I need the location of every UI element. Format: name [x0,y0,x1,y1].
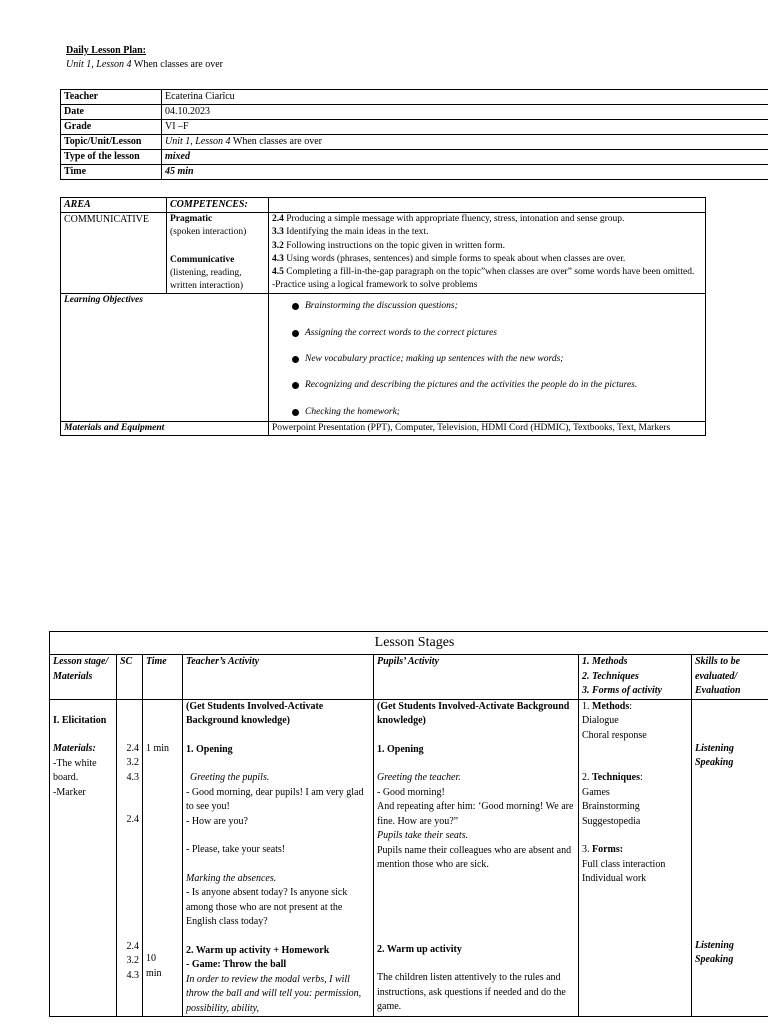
objectives-list [269,294,706,421]
col-pupils: Pupils’ Activity [374,655,579,700]
practice-item: -Practice using a logical framework to solve problems [272,280,478,291]
info-row-time: Time 45 min [61,165,768,180]
info-row-grade: Grade VI –F [61,120,768,135]
objective-item: Brainstorming the discussion questions; [272,300,702,313]
grade-value: VI –F [162,120,768,135]
info-row-teacher: Teacher Ecaterina Ciarîcu [61,90,768,105]
materials-value: Powerpoint Presentation (PPT), Computer, Television, HDMI Cord (HDMIC), Textbooks, Text, Markers [269,421,706,435]
methods-cell: 1. Methods: Dialogue Choral response 2. Techniques: Games Brainstorming Suggestopedia 3. Forms: Full class interaction Individual work [579,699,692,1017]
info-row-topic: Topic/Unit/Lesson Unit 1, Lesson 4 When classes are over [61,135,768,150]
lesson-stages-table [49,631,768,1017]
stage-row [50,699,768,1017]
objective-item: Checking the homework; [272,406,702,419]
col-teacher: Teacher’s Activity [183,655,374,700]
competence-types: Pragmatic (spoken interaction) Communicative (listening, reading, written interaction) [167,213,269,294]
stage-cell: I. Elicitation Materials: -The white board. -Marker [50,699,117,1017]
stages-header-row [50,655,768,700]
objective-item: Recognizing and describing the pictures and the activities the people do in the pictures. [272,379,702,392]
sc-cell: 2.4 3.2 4.3 2.4 2.4 3.2 4.3 [117,699,143,1017]
document-title: Daily Lesson Plan: [66,45,147,56]
competence-item: 4.3 Using words (phrases, sentences) and simple forms to speak about when classes are over. [272,253,626,264]
type-value: mixed [162,150,768,165]
objective-item: Assigning the correct words to the correct pictures [272,327,702,340]
info-row-date: Date 04.10.2023 [61,105,768,120]
pupils-activity-cell: (Get Students Involved-Activate Background knowledge) 1. Opening Greeting the teacher. - Good morning! And repeating after him: ‘Good morning! We are fine. How are you?” Pupils take their seats. Pupils name their colleagues who are absent and mention those who are sick. 2. Warm up activity The children listen attentively to the rules and instructions, ask questions if needed and do the game. [374,699,579,1017]
area-value: COMMUNICATIVE [61,213,167,294]
lesson-stages-title: Lesson Stages [50,632,768,655]
area-header: AREA [61,198,167,213]
col-sc: SC [117,655,143,700]
date-value: 04.10.2023 [162,105,768,120]
info-row-type: Type of the lesson mixed [61,150,768,165]
col-stage: Lesson stage/ Materials [50,655,117,700]
info-table [60,89,768,180]
col-methods: 1. Methods 2. Techniques 3. Forms of activity [579,655,692,700]
teacher-activity-cell: (Get Students Involved-Activate Background knowledge) 1. Opening Greeting the pupils. - Good morning, dear pupils! I am very glad to see you! - How are you? - Please, take your seats! Marking the absences. - Is anyone absent today? Is anyone sick among those who are not present at the English class today? 2. Warm up activity + Homework - Game: Throw the ball In order to review the modal verbs, I will throw the ball and will tell you: permission, possibility, ability, [183,699,374,1017]
document-subtitle: Unit 1, Lesson 4 When classes are over [66,59,224,70]
competence-item: 4.5 Completing a fill-in-the-gap paragraph on the topic”when classes are over” some words have been omitted. [272,267,695,278]
skills-cell: Listening Speaking Listening Speaking [692,699,768,1017]
teacher-value: Ecaterina Ciarîcu [162,90,768,105]
competence-list [269,213,706,294]
time-cell: 1 min 10 min [143,699,183,1017]
competence-item: 3.2 Following instructions on the topic given in written form. [272,240,505,251]
objective-item: New vocabulary practice; making up sentences with the new words; [272,353,702,366]
col-time: Time [143,655,183,700]
objectives-label: Learning Objectives [61,294,269,421]
time-value: 45 min [162,165,768,180]
competence-item: 3.3 Identifying the main ideas in the text. [272,227,429,238]
competences-table [60,197,706,436]
materials-label: Materials and Equipment [61,421,269,435]
col-skills: Skills to be evaluated/ Evaluation [692,655,768,700]
topic-value: Unit 1, Lesson 4 When classes are over [162,135,768,150]
document-header [66,44,223,72]
competence-item: 2.4 Producing a simple message with appropriate fluency, stress, intonation and sense group. [272,214,625,224]
competences-header: COMPETENCES: [167,198,269,213]
